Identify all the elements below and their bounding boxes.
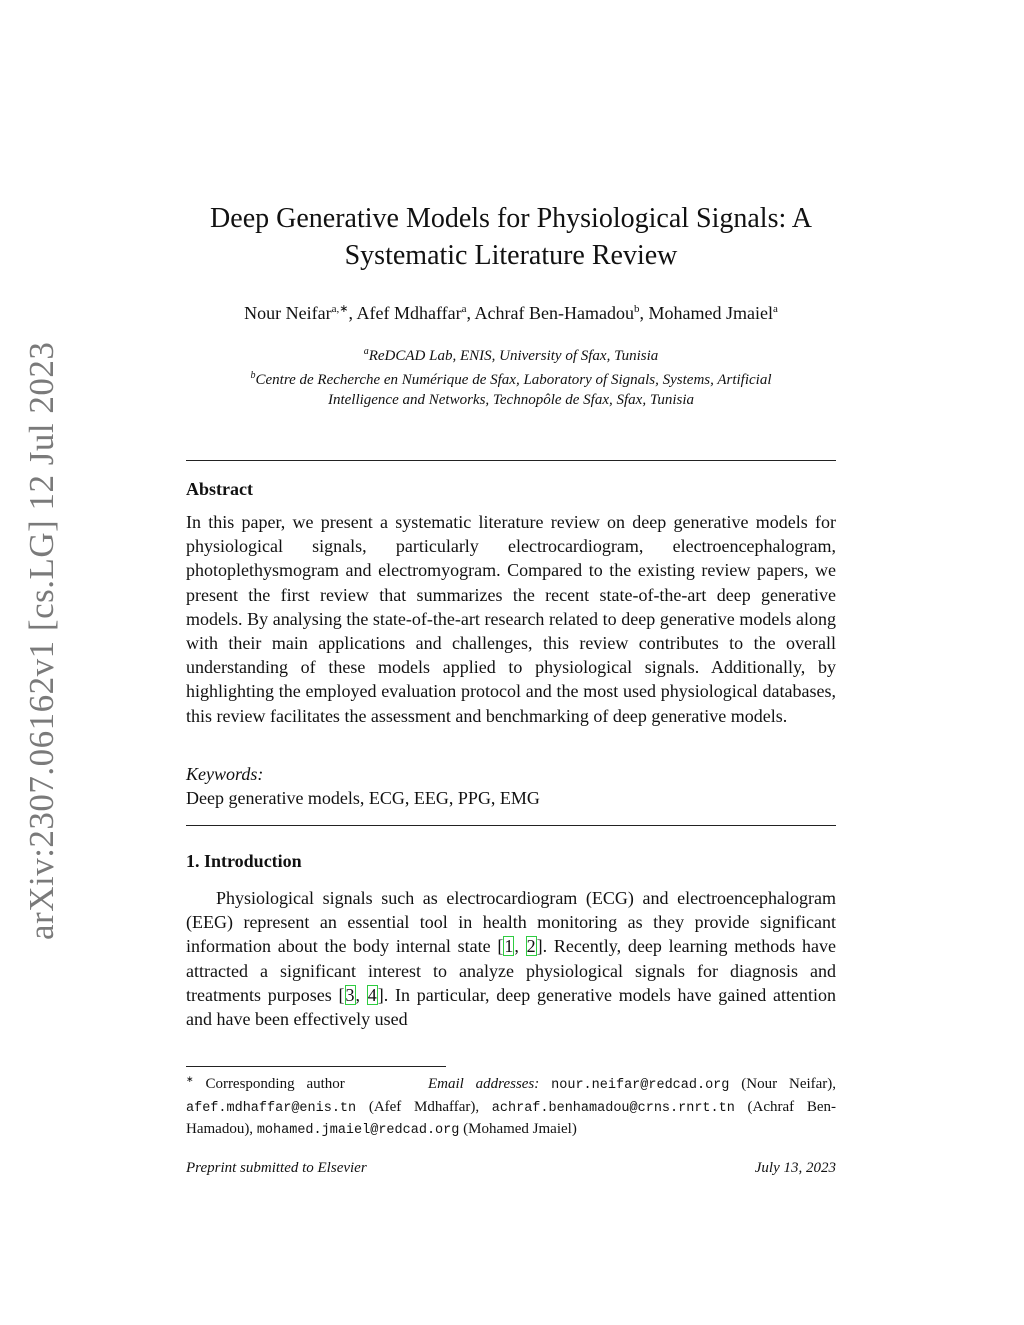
footer-date: July 13, 2023 [754, 1160, 836, 1176]
author-affil-mark: b [633, 303, 640, 315]
introduction-paragraph: Physiological signals such as electrocardiogram (ECG) and electroencephalogram (EEG) represent an essential tool in health monitoring as they provide significant information about the body internal state [1, 2]. Recently, deep learning methods have attracted a significant interest to analyze physiological signals for diagnosis and treatments purposes [3, 4]. In particular, deep generative models have gained attention and have been effectively used [186, 888, 837, 1030]
email-link[interactable]: nour.neifar@redcad.org [551, 1078, 730, 1093]
author-name: Nour Neifar [244, 303, 332, 323]
footer-preprint-note: Preprint submitted to Elsevier [186, 1160, 367, 1176]
citation-link[interactable]: 3 [345, 984, 355, 1005]
keywords-heading: Keywords: [186, 764, 264, 784]
email-link[interactable]: achraf.benhamadou@crns.rnrt.tn [491, 1100, 735, 1116]
author-name: Achraf Ben-Hamadou [474, 303, 634, 323]
email-link[interactable]: afef.mdhaffar@enis.tn [186, 1100, 357, 1116]
abstract-heading: Abstract [186, 479, 253, 499]
author-name: Afef Mdhaffar [356, 303, 462, 323]
keywords-text: Deep generative models, ECG, EEG, PPG, EMG [186, 788, 540, 808]
citation-link[interactable]: 2 [526, 936, 536, 957]
affiliations [186, 342, 836, 410]
section-heading-introduction: 1. Introduction [186, 851, 302, 871]
citation-link[interactable]: 1 [504, 936, 514, 957]
author-affil-mark: a,∗ [331, 303, 349, 315]
title-line-1: Deep Generative Models for Physiological Signals: A [210, 203, 812, 234]
abstract-text: In this paper, we present a systematic literature review on deep generative models for physiological signals, particularly electrocardiogram, electroencephalogram, photoplethysmogram and electromyogram. Compared to the existing review papers, we present the first review that summarizes the recent state-of-the-art deep generative models. By analysing the state-of-the-art research related to deep generative models along with their main applications and challenges, this review contributes to the overall understanding of these models applied to physiological signals. Additionally, by highlighting the employed evaluation protocol and the most used physiological databases, this review facilitates the assessment and benchmarking of deep generative models. [186, 512, 836, 726]
abstract-top-rule [186, 460, 836, 461]
arxiv-side-identifier: arXiv:2307.06162v1 [cs.LG] 12 Jul 2023 [22, 341, 61, 940]
footnote-rule [186, 1066, 446, 1067]
abstract-bottom-rule [186, 825, 836, 826]
paper-title [186, 200, 836, 274]
affiliation-a: $^a$ReDCAD Lab, ENIS, University of Sfax, Tunisia [363, 346, 659, 364]
author-affil-mark: a [772, 303, 778, 315]
author-list: Nour Neifar$^{a,∗}$, Afef Mdhaffar$^a$, Achraf Ben-Hamadou$^b$, Mohamed Jmaiel$^a$ [244, 303, 778, 323]
email-link[interactable]: mohamed.jmaiel@redcad.org [256, 1123, 460, 1138]
citation-link[interactable]: 4 [367, 984, 377, 1005]
footnote: ∗ Corresponding author Email addresses: nour.neifar@redcad.org (Nour Neifar), afef.mdhaffar@enis.tn (Afef Mdhaffar), achraf.benhamadou@crns.rnrt.tn (Achraf Ben-Hamadou), mohamed.jmaiel@redcad.org (Mohamed Jmaiel) [186, 1074, 837, 1138]
author-affil-mark: a [461, 303, 467, 315]
title-line-2: Systematic Literature Review [344, 240, 678, 271]
author-name: Mohamed Jmaiel [648, 303, 773, 323]
affiliation-b-cont: Intelligence and Networks, Technopôle de Sfax, Sfax, Tunisia [327, 392, 695, 408]
affiliation-b: $^b$Centre de Recherche en Numérique de Sfax, Laboratory of Signals, Systems, Artificial [250, 370, 772, 388]
